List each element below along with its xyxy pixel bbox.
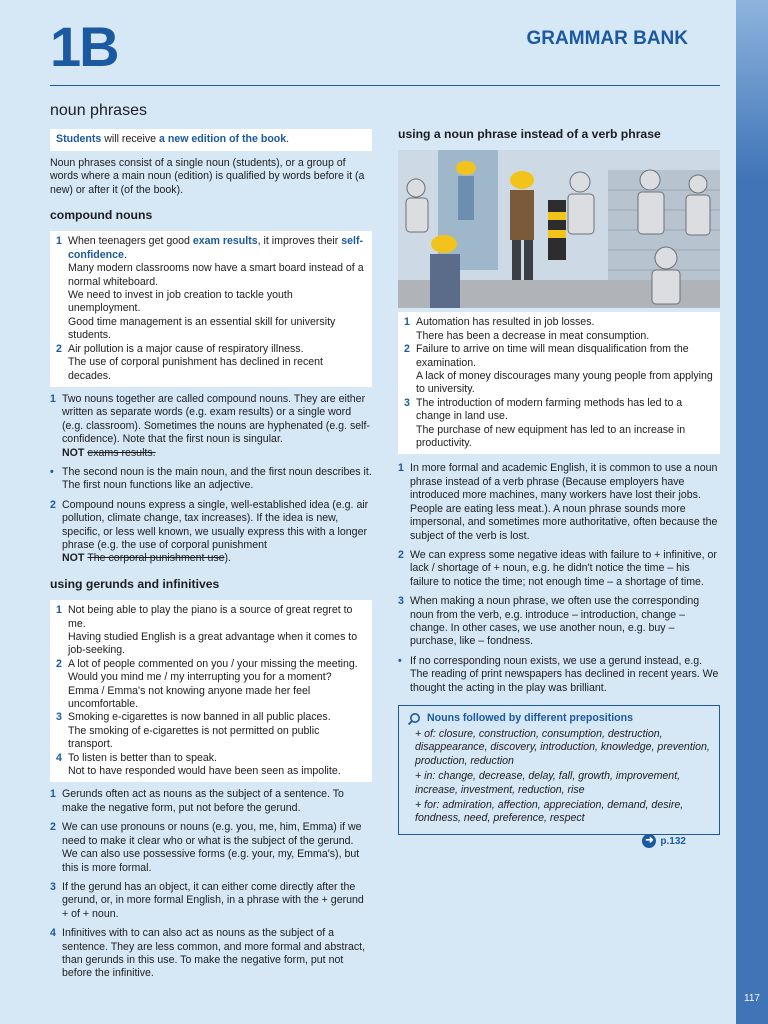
note-number: 2 — [50, 498, 56, 511]
example-line: Automation has resulted in job losses. — [416, 316, 595, 329]
gerund-notes — [50, 788, 372, 980]
note-text: When making a noun phrase, we often use the corresponding noun from the verb, e.g. introduce – introduction, change – change. In other cases, we use another noun, e.g. buy – purchase, like – fondness. — [410, 595, 700, 648]
example-number: 4 — [56, 751, 62, 764]
incorrect-example: The corporal punishment use — [87, 552, 225, 565]
example-3 — [404, 397, 714, 451]
example-text — [68, 604, 366, 658]
example-2 — [56, 658, 366, 712]
side-tab — [736, 0, 768, 1024]
example-line: The purchase of new equipment has led to an increase in productivity. — [416, 423, 686, 450]
note-number: 3 — [50, 880, 56, 893]
example-1: 1 When teenagers get good exam results, it improves their self-confidence. Many modern classrooms now have a smart board instead of a normal whiteboard. We need to invest in job creation to tackle youth unemployment. Good time management is an essential skill for university students. — [56, 235, 366, 342]
highlight: exam results — [192, 235, 258, 248]
not-label: NOT — [62, 446, 88, 459]
example-number: 3 — [404, 396, 410, 409]
intro-example — [50, 129, 372, 150]
note-text: We can use pronouns or nouns (e.g. you, me, him, Emma) if we need to make it clear who or what is the subject of the gerund. We can also use possessive forms (e.g. your, my, Emma's), but this is more formal. — [62, 821, 362, 874]
example-line: Air pollution is a major cause of respiratory illness. — [68, 342, 304, 355]
incorrect-example: exams results. — [87, 446, 156, 459]
bullet: • — [50, 465, 54, 478]
note-item — [50, 927, 372, 981]
preposition-line: + in: change, decrease, delay, fall, growth, improvement, increase, investment, reduction, rise — [415, 770, 681, 796]
example-1 — [404, 316, 714, 343]
header-rule — [50, 85, 720, 86]
example-line: Failure to arrive on time will mean disqualification from the examination. — [416, 343, 689, 369]
example-line: Not to have responded would have been seen as impolite. — [68, 765, 341, 778]
example-line: The smoking of e-cigarettes is not permitted on public transport. — [68, 724, 320, 751]
example-text — [416, 343, 714, 397]
note-number: 1 — [50, 392, 56, 405]
highlight: self-confidence — [68, 235, 364, 261]
note-item — [50, 821, 372, 875]
not-line: NOT The corporal punishment use). — [62, 552, 232, 565]
unit-number: 1B — [50, 15, 118, 78]
note-text: In more formal and academic English, it is common to use a noun phrase instead of a verb phrase (Because employers have introduced more machines, many workers have lost their jobs. People are eating less meat.). A noun phrase sounds more impersonal, and sometimes more authoritative, often because the subject of the verb is lost. — [410, 462, 718, 542]
example-line: Would you mind me / my interrupting you for a moment? — [68, 671, 332, 684]
example-number: 2 — [56, 657, 62, 670]
intro-text: Noun phrases consist of a single noun (students), or a group of words where a main noun (edition) is qualified by words before it (a new) or after it (of the book). — [50, 156, 365, 196]
not-label: NOT — [62, 552, 88, 565]
note-item — [398, 549, 720, 589]
example-number: 1 — [404, 316, 410, 329]
intro-verb: will receive — [101, 133, 160, 146]
intro-subject: Students — [56, 133, 102, 146]
example-1 — [56, 604, 366, 658]
noun-phrase-heading: using a noun phrase instead of a verb phrase — [398, 127, 661, 141]
example-number: 3 — [56, 711, 62, 724]
note-number: 4 — [50, 927, 56, 940]
note-text: If the gerund has an object, it can either come directly after the gerund, or, in more formal English, in a phrase with the + gerund + of + noun. — [62, 880, 364, 920]
example-number: 2 — [404, 343, 410, 356]
right-column — [398, 128, 720, 835]
example-number: 1 — [56, 604, 62, 617]
intro-object: a new edition of the book — [159, 133, 287, 146]
note-item — [50, 788, 372, 815]
note-number: 1 — [398, 462, 404, 475]
example-line: The use of corporal punishment has declined in recent decades. — [68, 356, 323, 382]
magnifier-icon — [407, 712, 421, 726]
example-text — [416, 397, 714, 451]
note-number: 2 — [398, 548, 404, 561]
note-text: Compound nouns express a single, well-established idea (e.g. air pollution, climate change, tax increases). If the idea is new, specific, or less well known, we usually express this with a longer phrase (e.g. the use of corporal punishment NOT The corporal punishment use). — [62, 499, 372, 566]
noun-phrase-notes — [398, 462, 720, 695]
note-item — [50, 499, 372, 566]
example-line: There has been a decrease in meat consumption. — [416, 329, 650, 342]
example-line: Good time management is an essential skill for university students. — [68, 315, 336, 342]
example-line: The introduction of modern farming methods has led to a change in land use. — [416, 396, 683, 423]
example-line: Many modern classrooms now have a smart board instead of a normal whiteboard. — [68, 262, 364, 288]
not-line — [62, 447, 372, 460]
example-line: We need to invest in job creation to tackle youth unemployment. — [68, 289, 293, 315]
example-2: 2 Air pollution is a major cause of respiratory illness. The use of corporal punishment has declined in recent decades. — [56, 343, 366, 383]
note-item — [398, 595, 720, 649]
example-2 — [404, 343, 714, 397]
compound-notes — [50, 393, 372, 566]
note-text: Infinitives with to can also act as nouns as the subject of a sentence. They are less common, and more formal and abstract, than gerunds in this use. To make the negative form, put not before the infinitive. — [62, 927, 366, 980]
example-line: Emma / Emma's not knowing anyone made her feel uncomfortable. — [68, 684, 311, 711]
preposition-box — [398, 705, 720, 835]
note-item — [398, 655, 720, 695]
page-reference[interactable]: p.132 — [660, 835, 686, 847]
preposition-line: + for: admiration, affection, appreciation, demand, desire, fondness, need, preference, respect — [415, 799, 684, 825]
compound-heading: compound nouns — [50, 208, 153, 223]
example-text — [68, 658, 366, 712]
gerund-examples — [50, 600, 372, 782]
intro-end: . — [286, 133, 290, 146]
note-number: 1 — [50, 788, 56, 801]
example-line: Having studied English is a great advantage when it comes to job-seeking. — [68, 631, 358, 657]
example-text — [416, 316, 714, 343]
gerunds-heading: using gerunds and infinitives — [50, 576, 220, 591]
note-text: Two nouns together are called compound nouns. They are either written as separate words (e.g. exam results) or a single word (e.g. classroom). Sometimes the nouns are hyphenated (e.g. self-confidence). Note that the first noun is singular. NOT exams results. — [62, 393, 372, 460]
page-reference-link[interactable] — [642, 834, 686, 848]
robots-illustration — [398, 150, 720, 308]
note-item — [50, 393, 372, 460]
example-text — [68, 752, 366, 779]
note-number: 2 — [50, 821, 56, 834]
example-line: Not being able to play the piano is a source of great regret to me. — [68, 604, 353, 630]
example-line: Smoking e-cigarettes is now banned in all public places. — [68, 711, 331, 724]
preposition-line: + of: closure, construction, consumption, destruction, disappearance, discovery, introduction, knowledge, prevention, production, reduction — [415, 727, 710, 767]
arrow-right-icon: ➜ — [642, 834, 656, 848]
topic-title: noun phrases — [50, 102, 147, 119]
note-text: The second noun is the main noun, and the first noun describes it. The first noun functions like an adjective. — [62, 465, 372, 492]
note-text: If no corresponding noun exists, we use a gerund instead, e.g. The reading of print newspapers has declined in recent years. We thought the acting in the play was brilliant. — [410, 654, 719, 694]
note-number: 3 — [398, 595, 404, 608]
page-number: 117 — [744, 993, 760, 1004]
note-item — [50, 466, 372, 493]
example-3 — [56, 711, 366, 751]
example-line: A lot of people commented on you / your missing the meeting. — [68, 657, 358, 670]
note-text: We can express some negative ideas with failure to + infinitive, or lack / shortage of + noun, e.g. he didn't notice the time – his failure to notice the time; not enough time – a shortage of time. — [410, 548, 717, 588]
note-item — [398, 462, 720, 542]
example-line: A lack of money discourages many young people from applying to university. — [416, 370, 713, 396]
section-title: GRAMMAR BANK — [526, 28, 688, 49]
left-column — [50, 104, 372, 987]
example-text — [68, 711, 366, 751]
example-4 — [56, 752, 366, 779]
note-text: Gerunds often act as nouns as the subject of a sentence. To make the negative form, put not before the gerund. — [62, 788, 344, 814]
compound-examples — [50, 231, 372, 386]
preposition-box-title: Nouns followed by different prepositions — [427, 712, 633, 725]
example-line: To listen is better than to speak. — [68, 751, 217, 764]
noun-phrase-examples — [398, 312, 720, 454]
note-item — [50, 881, 372, 921]
note-number: • — [398, 654, 402, 667]
